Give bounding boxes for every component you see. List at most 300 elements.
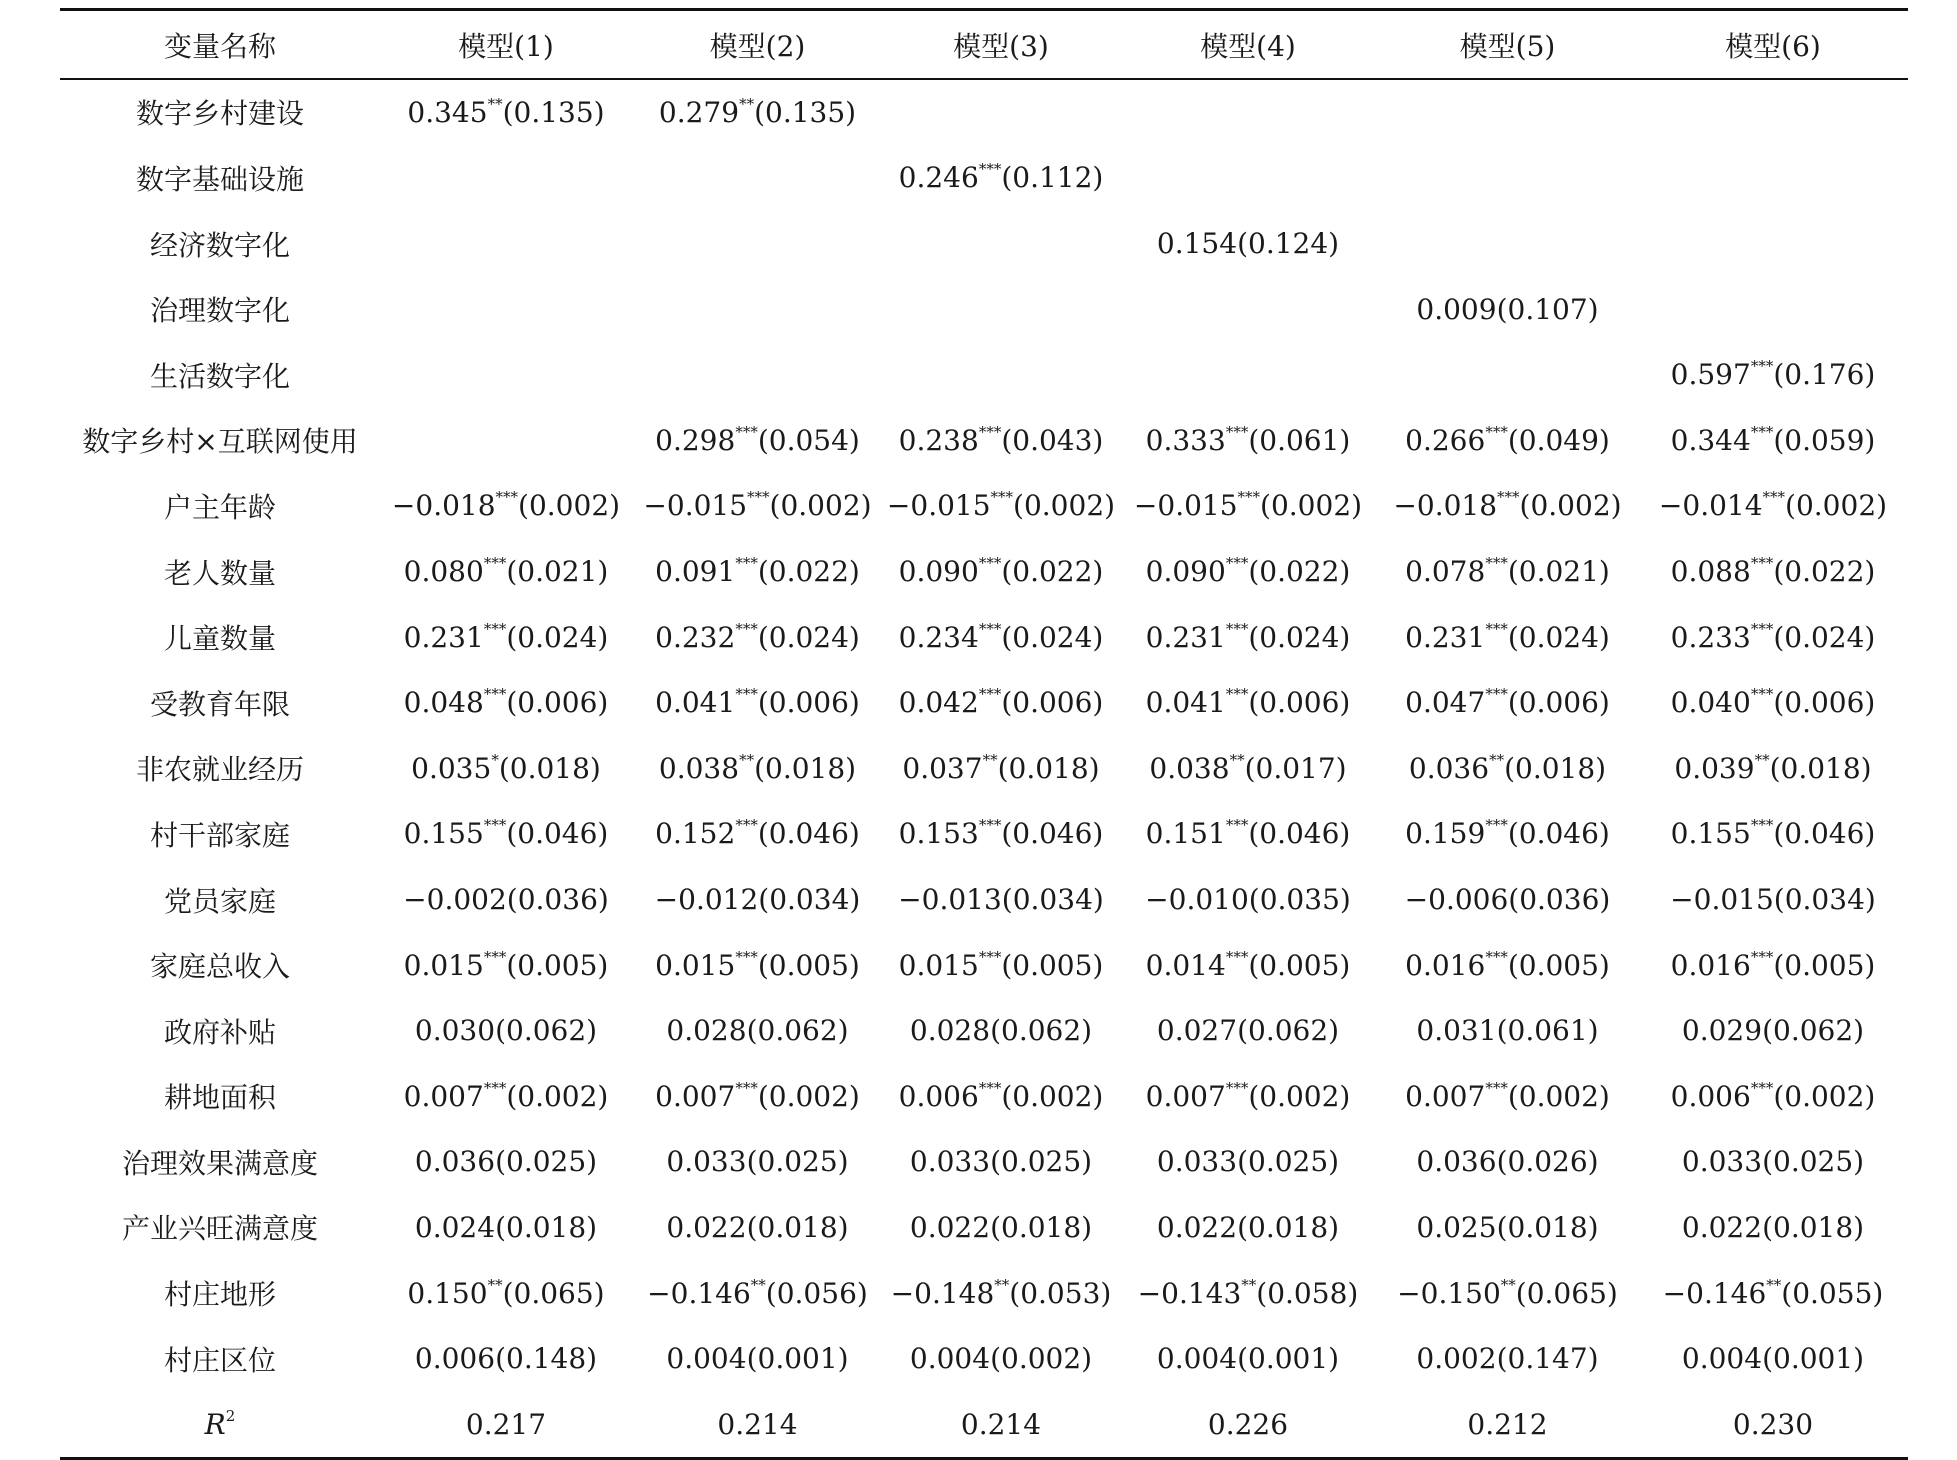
coef-value: −0.150 — [1397, 1276, 1501, 1310]
std-error: (0.002) — [990, 1342, 1093, 1376]
significance-stars: *** — [978, 685, 1002, 704]
significance-stars: ** — [1754, 750, 1770, 769]
std-error: (0.002) — [1773, 1079, 1876, 1113]
std-error: (0.026) — [1496, 1145, 1599, 1179]
r-squared-value-model-6: 0.230 — [1732, 1407, 1814, 1441]
coef-value: −0.015 — [643, 489, 748, 523]
std-error: (0.036) — [506, 883, 609, 917]
coef-cell-model-3 — [883, 1260, 1119, 1326]
significance-stars: *** — [1225, 816, 1249, 835]
std-error: (0.018) — [997, 751, 1100, 785]
significance-stars: ** — [994, 1275, 1010, 1294]
significance-stars: *** — [735, 1078, 758, 1097]
row-label: 政府补贴 — [163, 1015, 276, 1049]
coef-cell-model-4 — [1119, 276, 1377, 342]
row-label: 家庭总收入 — [149, 950, 290, 984]
coef-value: 0.151 — [1145, 817, 1226, 851]
row-label: 数字乡村×互联网使用 — [82, 425, 358, 459]
coef-cell-model-6 — [1638, 670, 1908, 736]
std-error: (0.036) — [1508, 883, 1611, 917]
coef-cell-model-1 — [380, 80, 632, 146]
coef-cell-model-4 — [1119, 473, 1377, 539]
significance-stars: *** — [1485, 554, 1508, 573]
coef-cell-model-6 — [1638, 867, 1908, 933]
significance-stars: ** — [487, 1275, 503, 1294]
coef-value: 0.007 — [1145, 1079, 1226, 1113]
coef-value: 0.154 — [1156, 227, 1238, 261]
std-error: (0.148) — [495, 1342, 598, 1376]
coef-value: 0.155 — [403, 817, 484, 851]
std-error: (0.018) — [754, 751, 857, 785]
coef-value: 0.016 — [1405, 948, 1486, 982]
std-error: (0.046) — [1773, 817, 1876, 851]
table-row — [60, 473, 1908, 539]
coef-cell-model-6 — [1638, 342, 1908, 408]
coef-value: 0.090 — [1145, 555, 1226, 589]
coef-cell-model-1 — [380, 1195, 632, 1261]
std-error: (0.024) — [1001, 620, 1104, 654]
coef-cell-model-3 — [883, 670, 1119, 736]
coef-value: 0.080 — [403, 555, 484, 589]
significance-stars: *** — [735, 947, 758, 966]
significance-stars: *** — [1750, 1078, 1774, 1097]
coef-value: 0.231 — [1145, 620, 1226, 654]
coef-cell-model-2 — [632, 932, 883, 998]
std-error: (0.046) — [1248, 817, 1351, 851]
coef-value: −0.010 — [1145, 883, 1249, 917]
coef-cell-model-3 — [883, 276, 1119, 342]
coef-value: 0.152 — [655, 817, 736, 851]
row-label: 村庄区位 — [163, 1343, 276, 1377]
coef-value: 0.078 — [1405, 555, 1486, 589]
row-label: 受教育年限 — [149, 687, 290, 721]
std-error: (0.025) — [990, 1145, 1093, 1179]
row-label: 数字基础设施 — [135, 162, 304, 196]
coef-cell-model-2 — [632, 342, 883, 408]
header-variable-name: 变量名称 — [163, 29, 276, 63]
coef-cell-model-3 — [883, 1064, 1119, 1130]
table-row — [60, 1195, 1908, 1261]
coef-value: 0.006 — [1670, 1079, 1751, 1113]
coef-cell-model-5 — [1377, 342, 1638, 408]
coef-cell-model-3 — [883, 80, 1119, 146]
coef-value: 0.033 — [1681, 1145, 1763, 1179]
std-error: (0.061) — [1248, 423, 1351, 457]
coef-value: 0.022 — [666, 1210, 747, 1244]
significance-stars: *** — [1750, 685, 1774, 704]
coef-cell-model-4 — [1119, 1129, 1377, 1195]
coef-cell-model-3 — [883, 408, 1119, 474]
table-row — [60, 670, 1908, 736]
significance-stars: *** — [1485, 685, 1508, 704]
coef-value: −0.006 — [1404, 883, 1509, 917]
std-error: (0.024) — [1507, 620, 1610, 654]
coef-value: 0.033 — [666, 1145, 747, 1179]
coef-cell-model-5 — [1377, 604, 1638, 670]
significance-stars: ** — [1241, 1275, 1257, 1294]
std-error: (0.002) — [769, 489, 872, 523]
std-error: (0.022) — [757, 555, 860, 589]
coef-cell-model-2 — [632, 145, 883, 211]
significance-stars: *** — [978, 619, 1002, 638]
coef-value: 0.015 — [898, 948, 979, 982]
coef-cell-model-5 — [1377, 276, 1638, 342]
std-error: (0.018) — [990, 1210, 1093, 1244]
coef-value: 0.007 — [1405, 1079, 1486, 1113]
coef-cell-model-5 — [1377, 1195, 1638, 1261]
coef-value: 0.088 — [1670, 555, 1751, 589]
std-error: (0.061) — [1496, 1014, 1599, 1048]
header-model-5: 模型(5) — [1459, 29, 1556, 63]
coef-value: 0.025 — [1416, 1210, 1497, 1244]
coef-cell-model-3 — [883, 604, 1119, 670]
std-error: (0.065) — [502, 1276, 605, 1310]
std-error: (0.054) — [757, 423, 860, 457]
table-row — [60, 211, 1908, 277]
coef-cell-model-6 — [1638, 736, 1908, 802]
significance-stars: *** — [1225, 619, 1249, 638]
significance-stars: *** — [483, 619, 507, 638]
significance-stars: *** — [483, 947, 507, 966]
coef-cell-model-3 — [883, 801, 1119, 867]
significance-stars: *** — [1485, 619, 1508, 638]
coef-value: 0.047 — [1405, 686, 1486, 720]
coef-cell-model-5 — [1377, 1064, 1638, 1130]
std-error: (0.062) — [746, 1014, 849, 1048]
coef-value: 0.016 — [1670, 948, 1751, 982]
std-error: (0.034) — [1773, 883, 1876, 917]
table-row — [60, 998, 1908, 1064]
table-row — [60, 539, 1908, 605]
coef-value: −0.146 — [647, 1276, 751, 1310]
coef-value: −0.148 — [890, 1276, 995, 1310]
coef-value: 0.231 — [1405, 620, 1486, 654]
std-error: (0.018) — [1762, 1210, 1865, 1244]
std-error: (0.024) — [506, 620, 609, 654]
std-error: (0.025) — [495, 1145, 598, 1179]
coef-cell-model-5 — [1377, 867, 1638, 933]
coef-cell-model-5 — [1377, 736, 1638, 802]
coef-cell-model-3 — [883, 867, 1119, 933]
std-error: (0.062) — [990, 1014, 1093, 1048]
coef-cell-model-3 — [883, 145, 1119, 211]
significance-stars: *** — [978, 816, 1002, 835]
table-row — [60, 408, 1908, 474]
significance-stars: *** — [1225, 685, 1249, 704]
row-label: 耕地面积 — [163, 1081, 276, 1115]
coef-value: 0.006 — [898, 1079, 979, 1113]
coef-cell-model-1 — [380, 1129, 632, 1195]
significance-stars: ** — [1500, 1275, 1516, 1294]
coef-value: 0.030 — [414, 1014, 496, 1048]
std-error: (0.005) — [1507, 948, 1610, 982]
coef-value: 0.038 — [658, 751, 740, 785]
table-row — [60, 1260, 1908, 1326]
significance-stars: *** — [1225, 554, 1249, 573]
coef-cell-model-6 — [1638, 1129, 1908, 1195]
table-row — [60, 1129, 1908, 1195]
coef-cell-model-2 — [632, 539, 883, 605]
coef-cell-model-1 — [380, 867, 632, 933]
header-model-3: 模型(3) — [953, 29, 1049, 63]
coef-value: 0.246 — [898, 161, 979, 195]
significance-stars: *** — [735, 554, 758, 573]
coef-value: 0.024 — [414, 1210, 496, 1244]
coef-cell-model-5 — [1377, 932, 1638, 998]
coef-cell-model-4 — [1119, 867, 1377, 933]
coef-cell-model-6 — [1638, 604, 1908, 670]
coef-value: 0.038 — [1149, 751, 1230, 785]
std-error: (0.034) — [1001, 883, 1104, 917]
r-squared-value-model-4: 0.226 — [1207, 1407, 1289, 1441]
coef-value: 0.153 — [898, 817, 979, 851]
std-error: (0.018) — [495, 1210, 598, 1244]
significance-stars: *** — [978, 947, 1002, 966]
coef-cell-model-4 — [1119, 408, 1377, 474]
coef-value: 0.022 — [909, 1210, 991, 1244]
std-error: (0.046) — [757, 817, 860, 851]
std-error: (0.006) — [1507, 686, 1610, 720]
table-row — [60, 604, 1908, 670]
r-squared-value-model-5: 0.212 — [1467, 1407, 1548, 1441]
row-label: 经济数字化 — [149, 228, 290, 262]
std-error: (0.035) — [1248, 883, 1351, 917]
significance-stars: ** — [739, 750, 755, 769]
coef-value: 0.091 — [655, 555, 736, 589]
coef-value: 0.233 — [1670, 620, 1751, 654]
coef-cell-model-1 — [380, 801, 632, 867]
std-error: (0.059) — [1773, 423, 1876, 457]
coef-cell-model-2 — [632, 1326, 883, 1392]
coef-value: 0.007 — [655, 1079, 736, 1113]
coef-cell-model-2 — [632, 670, 883, 736]
coef-value: 0.041 — [655, 686, 736, 720]
std-error: (0.005) — [1773, 948, 1876, 982]
coef-value: 0.033 — [1156, 1145, 1238, 1179]
coef-cell-model-6 — [1638, 473, 1908, 539]
std-error: (0.022) — [1248, 555, 1351, 589]
coef-cell-model-5 — [1377, 1326, 1638, 1392]
coef-cell-model-4 — [1119, 604, 1377, 670]
std-error: (0.018) — [1769, 751, 1872, 785]
coef-cell-model-5 — [1377, 998, 1638, 1064]
coef-cell-model-3 — [883, 932, 1119, 998]
coef-value: −0.002 — [403, 883, 507, 917]
significance-stars: * — [491, 750, 499, 769]
coef-value: 0.298 — [655, 423, 736, 457]
coef-cell-model-1 — [380, 604, 632, 670]
coef-value: 0.344 — [1670, 423, 1751, 457]
coef-value: 0.042 — [898, 686, 979, 720]
coef-cell-model-3 — [883, 342, 1119, 408]
coef-cell-model-4 — [1119, 1260, 1377, 1326]
table-row — [60, 342, 1908, 408]
significance-stars: *** — [735, 816, 758, 835]
coef-cell-model-2 — [632, 1129, 883, 1195]
coef-value: −0.012 — [654, 883, 759, 917]
coef-cell-model-6 — [1638, 276, 1908, 342]
coef-cell-model-6 — [1638, 211, 1908, 277]
significance-stars: *** — [990, 488, 1014, 507]
coef-cell-model-6 — [1638, 1195, 1908, 1261]
coef-cell-model-4 — [1119, 998, 1377, 1064]
coef-value: 0.028 — [666, 1014, 747, 1048]
coef-cell-model-5 — [1377, 539, 1638, 605]
std-error: (0.006) — [1773, 686, 1876, 720]
significance-stars: *** — [1750, 554, 1774, 573]
coef-cell-model-1 — [380, 145, 632, 211]
row-label: 非农就业经历 — [135, 753, 304, 787]
significance-stars: *** — [1485, 1078, 1508, 1097]
std-error: (0.024) — [1773, 620, 1876, 654]
std-error: (0.034) — [758, 883, 861, 917]
coef-cell-model-4 — [1119, 211, 1377, 277]
coef-cell-model-3 — [883, 211, 1119, 277]
significance-stars: *** — [483, 685, 507, 704]
coef-value: 0.028 — [909, 1014, 991, 1048]
significance-stars: ** — [1766, 1275, 1782, 1294]
row-label: 村庄地形 — [163, 1278, 276, 1312]
row-label: 生活数字化 — [149, 359, 290, 393]
table-row — [60, 736, 1908, 802]
table-row — [60, 932, 1908, 998]
significance-stars: *** — [1237, 488, 1261, 507]
coef-cell-model-3 — [883, 1326, 1119, 1392]
coef-cell-model-4 — [1119, 1195, 1377, 1261]
coef-value: 0.048 — [403, 686, 484, 720]
coef-value: 0.009 — [1416, 292, 1497, 326]
coef-cell-model-1 — [380, 539, 632, 605]
coef-cell-model-4 — [1119, 932, 1377, 998]
std-error: (0.018) — [746, 1210, 849, 1244]
std-error: (0.053) — [1009, 1276, 1112, 1310]
regression-table-body — [60, 80, 1908, 1457]
coef-cell-model-1 — [380, 276, 632, 342]
coef-value: 0.029 — [1681, 1014, 1763, 1048]
std-error: (0.005) — [757, 948, 860, 982]
coef-cell-model-2 — [632, 998, 883, 1064]
std-error: (0.046) — [506, 817, 609, 851]
std-error: (0.001) — [1237, 1342, 1340, 1376]
coef-cell-model-6 — [1638, 1064, 1908, 1130]
std-error: (0.176) — [1773, 358, 1876, 392]
std-error: (0.021) — [1507, 555, 1610, 589]
coef-cell-model-2 — [632, 1064, 883, 1130]
coef-cell-model-5 — [1377, 473, 1638, 539]
coef-cell-model-1 — [380, 408, 632, 474]
coef-value: −0.015 — [886, 489, 991, 523]
coef-cell-model-1 — [380, 473, 632, 539]
std-error: (0.002) — [757, 1079, 860, 1113]
coef-cell-model-1 — [380, 736, 632, 802]
coef-value: 0.037 — [902, 751, 983, 785]
significance-stars: *** — [978, 1078, 1002, 1097]
std-error: (0.001) — [1762, 1342, 1865, 1376]
coef-value: 0.231 — [403, 620, 484, 654]
std-error: (0.005) — [1001, 948, 1104, 982]
std-error: (0.025) — [1762, 1145, 1865, 1179]
std-error: (0.058) — [1256, 1276, 1359, 1310]
coef-cell-model-2 — [632, 736, 883, 802]
coef-cell-model-6 — [1638, 998, 1908, 1064]
significance-stars: *** — [978, 160, 1002, 179]
coef-cell-model-3 — [883, 473, 1119, 539]
coef-cell-model-4 — [1119, 670, 1377, 736]
coef-value: 0.004 — [1156, 1342, 1238, 1376]
significance-stars: ** — [739, 94, 755, 113]
coef-cell-model-2 — [632, 473, 883, 539]
coef-value: 0.035 — [411, 751, 492, 785]
std-error: (0.018) — [1496, 1210, 1599, 1244]
significance-stars: *** — [1225, 947, 1249, 966]
std-error: (0.135) — [754, 95, 857, 129]
significance-stars: ** — [1489, 750, 1505, 769]
coef-value: 0.333 — [1145, 423, 1226, 457]
header-row — [60, 11, 1908, 78]
std-error: (0.135) — [502, 95, 605, 129]
coef-cell-model-6 — [1638, 145, 1908, 211]
coef-value: −0.143 — [1137, 1276, 1242, 1310]
std-error: (0.024) — [757, 620, 860, 654]
significance-stars: *** — [483, 554, 507, 573]
header-model-1: 模型(1) — [458, 29, 554, 63]
coef-value: 0.033 — [909, 1145, 991, 1179]
coef-cell-model-5 — [1377, 670, 1638, 736]
r-squared-row — [60, 1391, 1908, 1457]
significance-stars: *** — [483, 816, 507, 835]
significance-stars: *** — [1225, 422, 1249, 441]
coef-value: 0.031 — [1416, 1014, 1497, 1048]
coef-cell-model-4 — [1119, 342, 1377, 408]
table-body — [60, 80, 1908, 1457]
coef-value: 0.004 — [666, 1342, 747, 1376]
std-error: (0.002) — [1507, 1079, 1610, 1113]
coef-cell-model-2 — [632, 276, 883, 342]
significance-stars: *** — [735, 422, 758, 441]
std-error: (0.002) — [1013, 489, 1116, 523]
significance-stars: *** — [735, 619, 758, 638]
coef-cell-model-4 — [1119, 801, 1377, 867]
std-error: (0.022) — [1001, 555, 1104, 589]
table-row — [60, 1064, 1908, 1130]
std-error: (0.001) — [746, 1342, 849, 1376]
regression-table-container — [60, 8, 1908, 1460]
coef-value: 0.027 — [1156, 1014, 1238, 1048]
std-error: (0.005) — [1248, 948, 1351, 982]
coef-value: −0.146 — [1662, 1276, 1767, 1310]
coef-cell-model-1 — [380, 670, 632, 736]
row-label: 党员家庭 — [163, 884, 276, 918]
std-error: (0.062) — [1762, 1014, 1865, 1048]
coef-value: 0.014 — [1145, 948, 1226, 982]
std-error: (0.006) — [1248, 686, 1351, 720]
coef-value: 0.040 — [1670, 686, 1751, 720]
coef-cell-model-1 — [380, 1064, 632, 1130]
coef-value: −0.018 — [1393, 489, 1498, 523]
coef-value: 0.015 — [403, 948, 484, 982]
regression-table — [60, 11, 1908, 78]
coef-cell-model-6 — [1638, 80, 1908, 146]
std-error: (0.065) — [1515, 1276, 1618, 1310]
coef-value: 0.036 — [1416, 1145, 1497, 1179]
coef-cell-model-5 — [1377, 145, 1638, 211]
coef-cell-model-4 — [1119, 145, 1377, 211]
coef-cell-model-1 — [380, 211, 632, 277]
coef-cell-model-4 — [1119, 1326, 1377, 1392]
coef-value: −0.018 — [391, 489, 496, 523]
coef-value: 0.238 — [898, 423, 979, 457]
coef-value: 0.022 — [1156, 1210, 1238, 1244]
